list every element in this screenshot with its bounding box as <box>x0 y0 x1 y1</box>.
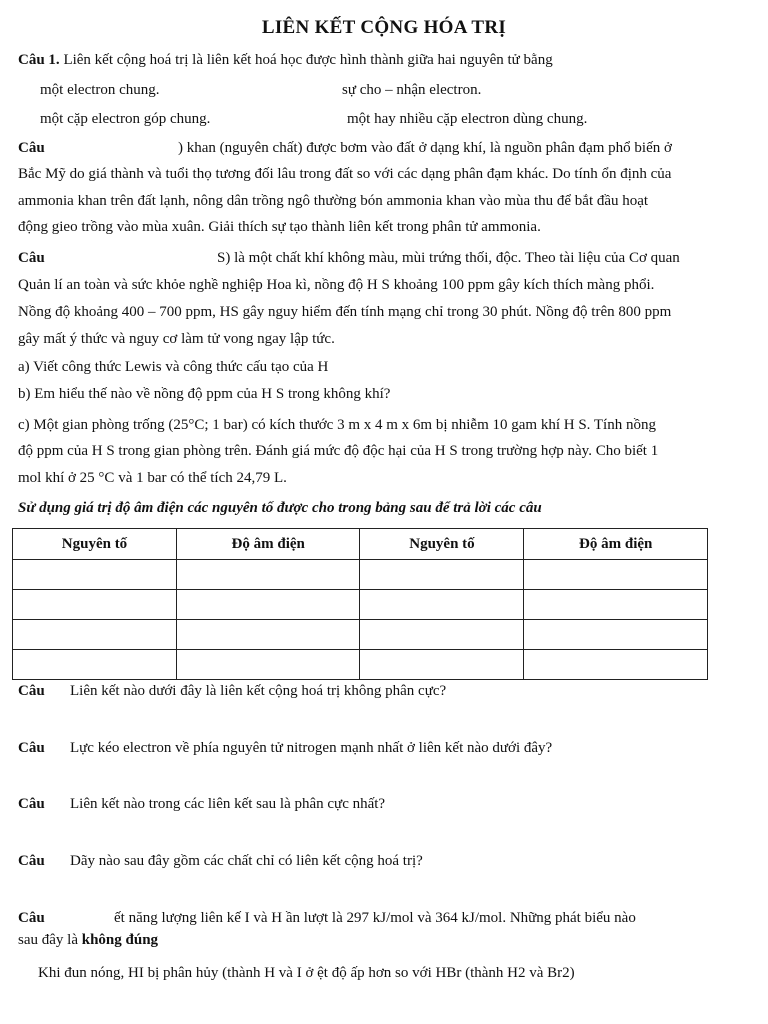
table-cell <box>176 560 360 590</box>
table-cell <box>13 620 177 650</box>
question-3-part-c-line3: mol khí ở 25 °C và 1 bar có thể tích 24,79 L. <box>18 470 287 486</box>
question-1-option-d: một hay nhiều cặp electron dùng chung. <box>347 111 588 127</box>
table-cell <box>524 560 708 590</box>
question-2-line4: động gieo trồng vào mùa xuân. Giải thích sự tạo thành liên kết trong phân tử ammonia. <box>18 219 541 235</box>
question-label: Câu <box>18 683 45 699</box>
table-cell <box>524 620 708 650</box>
table-cell <box>360 620 524 650</box>
question-text: Liên kết nào trong các liên kết sau là phân cực nhất? <box>70 796 386 812</box>
emphasis-not-correct: không đúng <box>81 932 159 948</box>
question-item <box>18 796 385 813</box>
question-2-line2: Bắc Mỹ do giá thành và tuổi thọ tương đối lâu trong đất so với các dạng phân đạm khác. Do tính ổn định của <box>18 166 672 182</box>
table-cell <box>13 590 177 620</box>
last-question-line2: sau đây là không đúng <box>18 932 159 948</box>
question-item <box>18 683 446 700</box>
question-text: Dãy nào sau đây gồm các chất chỉ có liên kết cộng hoá trị? <box>70 853 423 869</box>
question-3-label: Câu <box>18 250 45 266</box>
question-label: Câu <box>18 853 45 869</box>
table-row <box>13 650 708 680</box>
question-3-line4: gây mất ý thức và nguy cơ làm tử vong ngay lập tức. <box>18 331 335 347</box>
electronegativity-table <box>12 528 708 680</box>
question-item <box>18 740 552 757</box>
last-question-line1: ết năng lượng liên kế I và H ần lượt là 297 kJ/mol và 364 kJ/mol. Những phát biểu nào <box>114 910 636 926</box>
question-2-line1: ) khan (nguyên chất) được bơm vào đất ở dạng khí, là nguồn phân đạm phổ biến ở <box>178 140 672 156</box>
question-text: Lực kéo electron về phía nguyên tử nitrogen mạnh nhất ở liên kết nào dưới đây? <box>70 740 553 756</box>
table-cell <box>524 650 708 680</box>
table-row <box>13 620 708 650</box>
question-label: Câu <box>18 740 45 756</box>
question-3-part-c-line1: c) Một gian phòng trống (25°C; 1 bar) có kích thước 3 m x 4 m x 6m bị nhiễm 10 gam khí H S. Tính nồng <box>18 417 656 433</box>
question-1-option-c: một cặp electron góp chung. <box>40 111 211 127</box>
table-cell <box>176 650 360 680</box>
table-cell <box>360 650 524 680</box>
page-title: LIÊN KẾT CỘNG HÓA TRỊ <box>261 17 507 38</box>
question-item <box>18 853 423 870</box>
question-2-line3: ammonia khan trên đất lạnh, nông dân trồng ngô thường bón ammonia khan vào mùa thu để bắt đầu hoạt <box>18 193 649 209</box>
table-cell <box>360 560 524 590</box>
question-3-part-b: b) Em hiểu thế nào về nồng độ ppm của H S trong không khí? <box>18 386 391 402</box>
question-1-text: Liên kết cộng hoá trị là liên kết hoá học được hình thành giữa hai nguyên tử bằng <box>59 52 553 68</box>
table-header-element-2: Nguyên tố <box>360 529 524 560</box>
table-header-electronegativity-2: Độ âm điện <box>524 529 708 560</box>
table-cell <box>360 590 524 620</box>
table-cell <box>13 650 177 680</box>
question-1-stem <box>18 52 553 69</box>
question-3-line1: S) là một chất khí không màu, mùi trứng thối, độc. Theo tài liệu của Cơ quan <box>217 250 680 266</box>
table-cell <box>176 620 360 650</box>
table-header-electronegativity-1: Độ âm điện <box>176 529 360 560</box>
table-cell <box>176 590 360 620</box>
question-1-option-b: sự cho – nhận electron. <box>342 82 482 98</box>
table-header-element-1: Nguyên tố <box>13 529 177 560</box>
table-row <box>13 590 708 620</box>
question-3-part-a: a) Viết công thức Lewis và công thức cấu tạo của H <box>18 359 329 375</box>
question-3-line3: Nồng độ khoảng 400 – 700 ppm, HS gây nguy hiểm đến tính mạng chỉ trong 30 phút. Nồng độ trên 800 ppm <box>18 304 672 320</box>
question-3-line2: Quản lí an toàn và sức khỏe nghề nghiệp Hoa kì, nồng độ H S khoảng 100 ppm gây kích thích màng phổi. <box>18 277 655 293</box>
table-instruction: Sử dụng giá trị độ âm điện các nguyên tố được cho trong bảng sau để trả lời các câu <box>18 500 542 516</box>
question-1-label: Câu 1. <box>18 52 60 68</box>
question-text: Liên kết nào dưới đây là liên kết cộng hoá trị không phân cực? <box>70 683 447 699</box>
question-label: Câu <box>18 796 45 812</box>
table-header-row <box>13 529 708 560</box>
last-question-statement: Khi đun nóng, HI bị phân hủy (thành H và I ở ệt độ ấp hơn so với HBr (thành H2 và Br2) <box>38 965 575 981</box>
question-1-option-a: một electron chung. <box>40 82 160 98</box>
table-row <box>13 560 708 590</box>
question-3-part-c-line2: độ ppm của H S trong gian phòng trên. Đánh giá mức độ độc hại của H S trong trường hợp này. Cho biết 1 <box>18 443 659 459</box>
question-2-label: Câu <box>18 140 45 156</box>
last-question-label: Câu <box>18 910 45 926</box>
table-cell <box>13 560 177 590</box>
table-cell <box>524 590 708 620</box>
